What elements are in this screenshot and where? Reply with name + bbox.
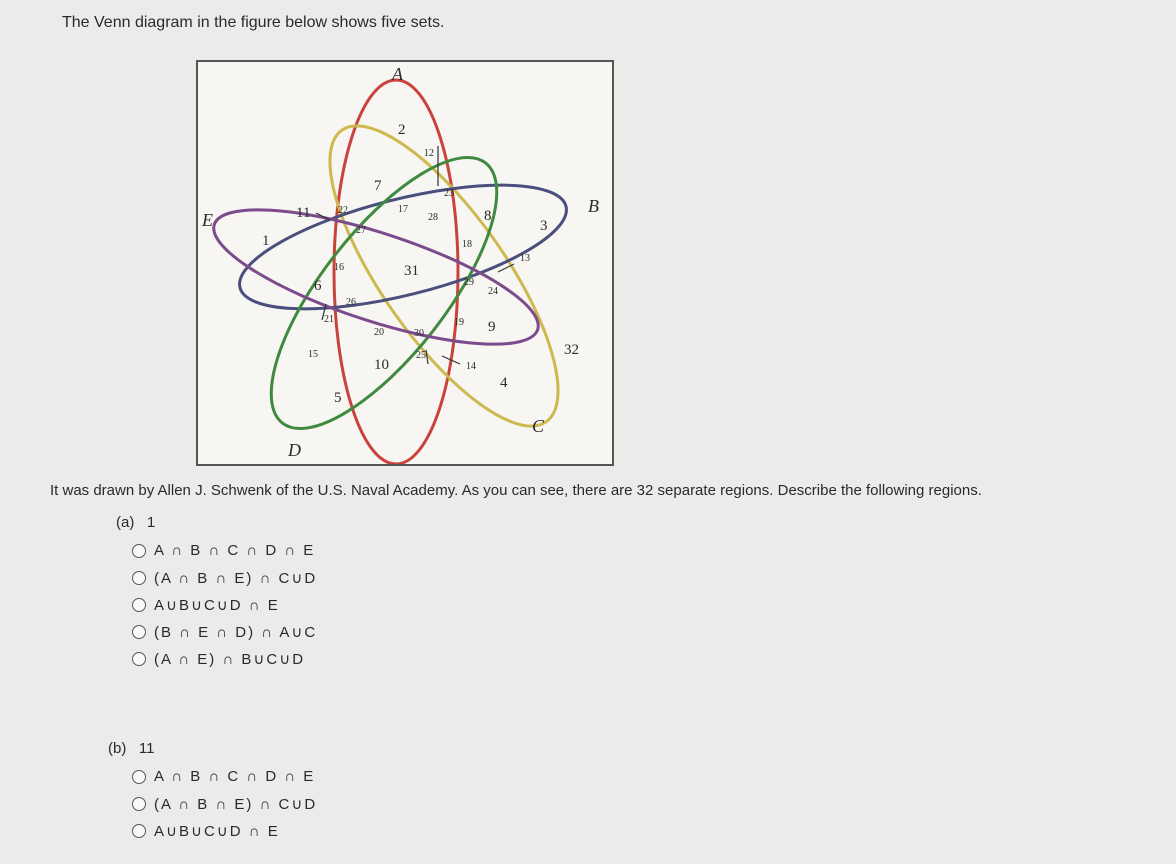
option-text: A∪B∪C∪D ∩ E bbox=[154, 596, 280, 614]
set-label-b: B bbox=[588, 196, 599, 216]
region-17: 17 bbox=[398, 204, 408, 215]
option-text: (B ∩ E ∩ D) ∩ A∪C bbox=[154, 623, 318, 641]
set-label-e: E bbox=[202, 210, 213, 230]
region-24: 24 bbox=[488, 286, 498, 297]
radio-button[interactable] bbox=[132, 770, 146, 784]
region-4: 4 bbox=[500, 375, 508, 391]
question-prompt: The Venn diagram in the figure below shows five sets. bbox=[62, 14, 445, 31]
option-text: (A ∩ E) ∩ B∪C∪D bbox=[154, 650, 306, 668]
part-b-label: (b) bbox=[108, 740, 127, 757]
region-11: 11 bbox=[296, 205, 311, 221]
part-a-region: 1 bbox=[146, 514, 156, 531]
region-21: 21 bbox=[324, 314, 334, 325]
region-9: 9 bbox=[488, 319, 496, 335]
region-10: 10 bbox=[374, 357, 389, 373]
set-label-a: A bbox=[392, 64, 403, 84]
radio-button[interactable] bbox=[132, 625, 146, 639]
part-a-option-5[interactable] bbox=[132, 645, 317, 672]
part-a-label: (a) bbox=[116, 514, 135, 531]
region-32: 32 bbox=[564, 342, 579, 358]
radio-button[interactable] bbox=[132, 824, 146, 838]
region-22: 22 bbox=[338, 205, 348, 216]
region-6: 6 bbox=[314, 278, 322, 294]
venn-svg bbox=[198, 62, 612, 464]
option-text: (A ∩ B ∩ E) ∩ C∪D bbox=[154, 569, 318, 587]
region-13: 13 bbox=[520, 253, 530, 264]
part-a-heading bbox=[116, 514, 155, 531]
set-a-outline bbox=[334, 80, 458, 464]
part-b-heading bbox=[108, 740, 154, 757]
region-26: 26 bbox=[346, 297, 356, 308]
region-25: 25 bbox=[416, 350, 426, 361]
region-30: 30 bbox=[414, 328, 424, 339]
part-a-option-4[interactable] bbox=[132, 618, 317, 645]
radio-button[interactable] bbox=[132, 571, 146, 585]
question-description: It was drawn by Allen J. Schwenk of the U.S. Naval Academy. As you can see, there are 32 separate regions. Describe the following regions. bbox=[50, 482, 982, 499]
region-8: 8 bbox=[484, 208, 492, 224]
region-28: 28 bbox=[428, 212, 438, 223]
region-15: 15 bbox=[308, 349, 318, 360]
radio-button[interactable] bbox=[132, 544, 146, 558]
venn-diagram bbox=[196, 60, 614, 466]
region-29: 29 bbox=[464, 277, 474, 288]
region-12: 12 bbox=[424, 148, 434, 159]
option-text: (A ∩ B ∩ E) ∩ C∪D bbox=[154, 795, 318, 813]
region-23: 23 bbox=[444, 188, 454, 199]
region-14: 14 bbox=[466, 361, 476, 372]
option-text: A∪B∪C∪D ∩ E bbox=[154, 822, 280, 840]
radio-button[interactable] bbox=[132, 598, 146, 612]
region-5: 5 bbox=[334, 390, 342, 406]
region-27: 27 bbox=[356, 225, 366, 236]
region-3: 3 bbox=[540, 218, 548, 234]
region-18: 18 bbox=[462, 239, 472, 250]
part-a-option-1[interactable] bbox=[132, 537, 317, 564]
part-b-options bbox=[132, 763, 317, 844]
region-19: 19 bbox=[454, 317, 464, 328]
part-a-option-2[interactable] bbox=[132, 564, 317, 591]
radio-button[interactable] bbox=[132, 797, 146, 811]
region-16: 16 bbox=[334, 262, 344, 273]
part-b-region: 11 bbox=[138, 740, 155, 757]
part-b-option-2[interactable] bbox=[132, 790, 317, 817]
region-31: 31 bbox=[404, 263, 419, 279]
part-a-option-3[interactable] bbox=[132, 591, 317, 618]
part-b-option-3[interactable] bbox=[132, 817, 317, 844]
set-label-c: C bbox=[532, 416, 545, 436]
option-text: A ∩ B ∩ C ∩ D ∩ E bbox=[154, 768, 316, 785]
set-label-d: D bbox=[288, 440, 301, 460]
region-7: 7 bbox=[374, 178, 382, 194]
part-b-option-1[interactable] bbox=[132, 763, 317, 790]
region-1: 1 bbox=[262, 233, 270, 249]
region-2: 2 bbox=[398, 122, 406, 138]
region-20: 20 bbox=[374, 327, 384, 338]
option-text: A ∩ B ∩ C ∩ D ∩ E bbox=[154, 542, 316, 559]
part-a-options bbox=[132, 537, 317, 672]
radio-button[interactable] bbox=[132, 652, 146, 666]
